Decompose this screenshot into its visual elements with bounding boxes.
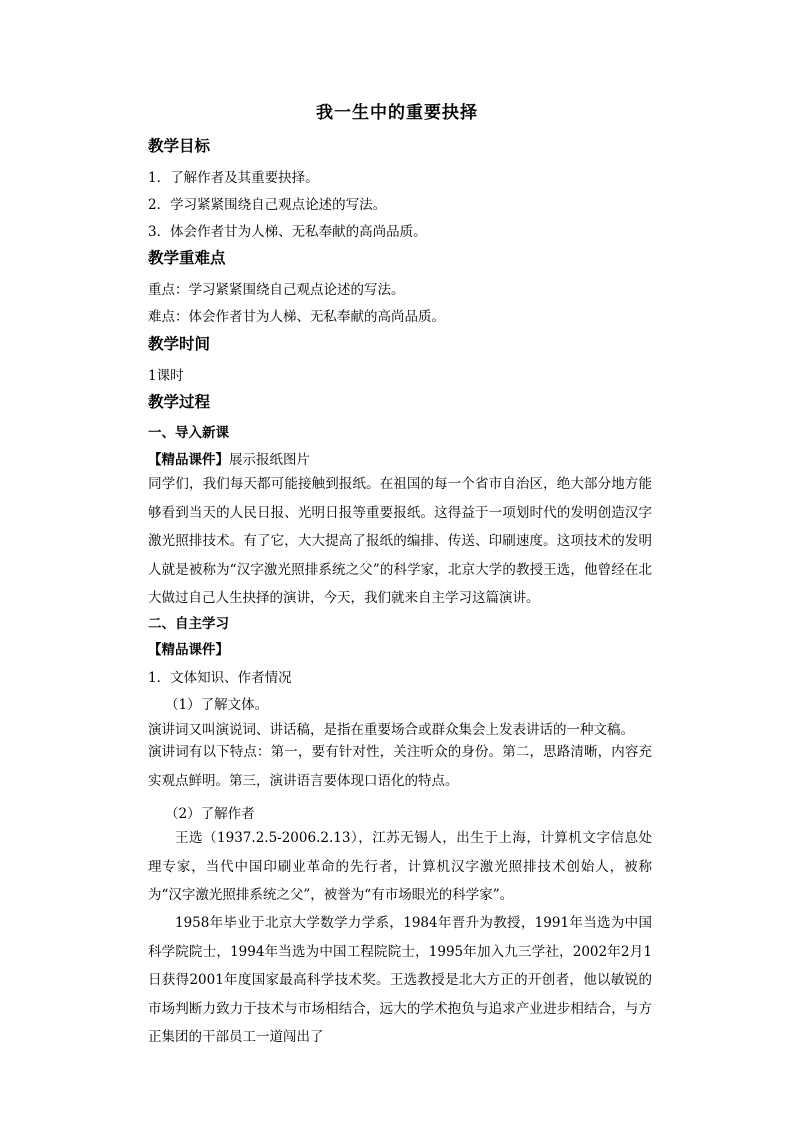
subheading-author: （2）了解作者: [165, 806, 255, 822]
goal-item-1: 1．了解作者及其重要抉择。: [148, 170, 319, 186]
intro-paragraph: [148, 470, 652, 613]
author-paragraph-2: 1958年毕业于北京大学数学力学系，1984年晋升为教授，1991年当选为中国科学院院士，1994年当选为中国工程院院士，1995年加入九三学社，2002年2月1日获得2001年度国家最高科学技术奖。王选教授是北大方正的开创者，他以敏锐的市场判断力致力于技术与市场相结合，远大的学术抱负与追求产业进步相结合，与方正集团的干部员工一道闯出了: [148, 915, 652, 1045]
genre-paragraph-2: 演讲词有以下特点：第一，要有针对性，关注听众的身份。第二，思路清晰，内容充实观点鲜明。第三，演讲语言要体现口语化的特点。: [148, 744, 652, 789]
heading-teaching-process: 教学过程: [148, 392, 211, 411]
courseware-text: 展示报纸图片: [229, 452, 310, 468]
genre-paragraph-1: 演讲词又叫演说词、讲话稿，是指在重要场合或群众集会上发表讲话的一种文稿。: [148, 722, 634, 738]
teaching-time-value: 1课时: [148, 368, 184, 384]
courseware-tag-2: 【精品课件】: [148, 642, 229, 658]
subheading-genre-author: 1．文体知识、作者情况: [148, 670, 292, 686]
courseware-tag: 【精品课件】: [148, 452, 229, 468]
intro-paragraph-text: 同学们，我们每天都可能接触到报纸。在祖国的每一个省市自治区，绝大部分地方能够看到当天的人民日报、光明日报等重要报纸。这得益于一项划时代的发明创造汉字激光照排技术。有了它，大大提高了报纸的编排、传送、印刷速度。这项技术的发明人就是被称为“汉字激光照排系统之父”的科学家，北京大学的教授王选，他曾经在北大做过自己人生抉择的演讲，今天，我们就来自主学习这篇演讲。: [148, 476, 652, 606]
section-heading-intro: 一、导入新课: [148, 425, 229, 441]
section-heading-self-study: 二、自主学习: [148, 616, 229, 632]
subheading-genre: （1）了解文体。: [165, 697, 269, 713]
heading-key-points: 教学重难点: [148, 248, 226, 267]
heading-teaching-goals: 教学目标: [148, 136, 211, 155]
courseware-line-1: [148, 448, 310, 468]
goal-item-3: 3．体会作者甘为人梯、无私奉献的高尚品质。: [148, 224, 427, 240]
heading-teaching-time: 教学时间: [148, 334, 211, 353]
goal-item-2: 2．学习紧紧围绕自己观点论述的写法。: [148, 197, 387, 213]
author-paragraph-1: 王选（1937.2.5-2006.2.13），江苏无锡人，出生于上海，计算机文字信息处理专家，当代中国印刷业革命的先行者，计算机汉字激光照排技术创始人，被称为“汉字激光照排系统之父”，被誉为“有市场眼光的科学家”。: [148, 830, 652, 903]
key-point-important: 重点：学习紧紧围绕自己观点论述的写法。: [148, 282, 405, 298]
document-title: 我一生中的重要抉择: [316, 103, 478, 123]
key-point-difficult: 难点：体会作者甘为人梯、无私奉献的高尚品质。: [148, 309, 445, 325]
